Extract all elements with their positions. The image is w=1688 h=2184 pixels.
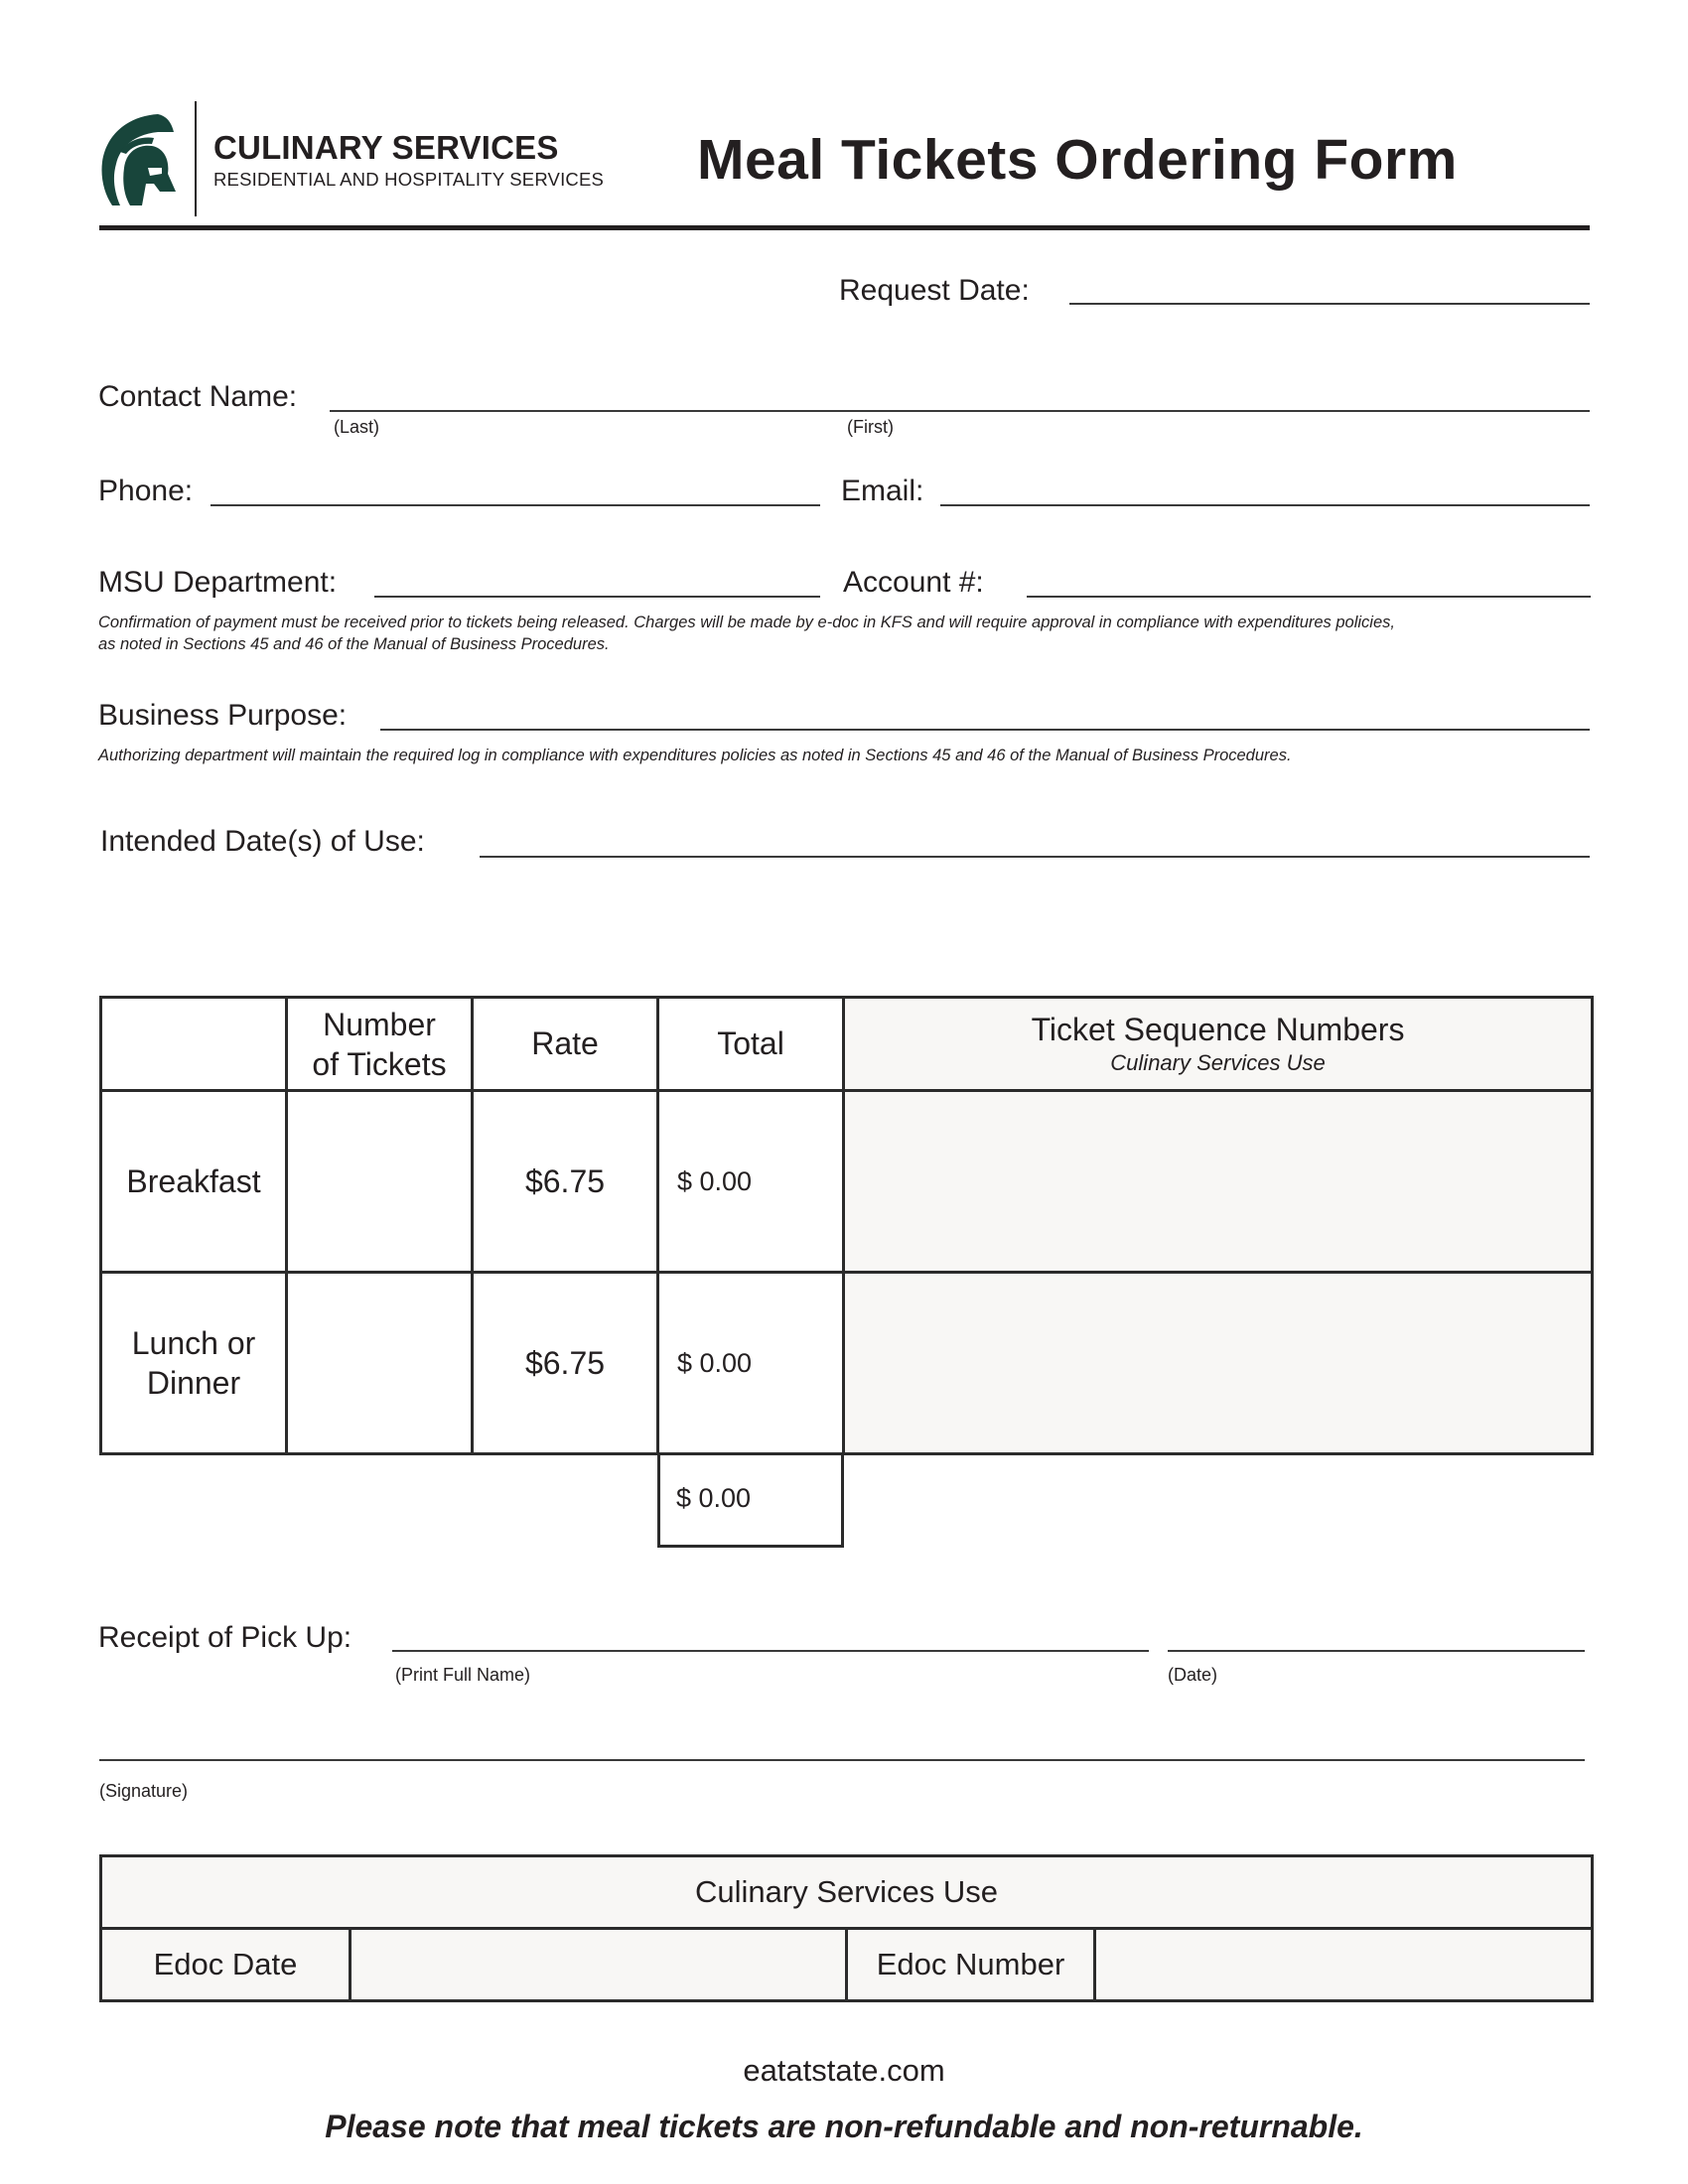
payment-note-line2: as noted in Sections 45 and 46 of the Manual of Business Procedures. <box>98 635 610 653</box>
pickup-date-hint: (Date) <box>1168 1665 1218 1685</box>
edoc-number-label: Edoc Number <box>847 1929 1095 2001</box>
header-number-line2: of Tickets <box>312 1045 447 1082</box>
ticket-sequence-subtitle: Culinary Services Use <box>1110 1050 1326 1075</box>
number-of-tickets-input[interactable] <box>287 1273 473 1454</box>
brand-subtitle: RESIDENTIAL AND HOSPITALITY SERVICES <box>213 169 605 190</box>
header-rule <box>99 225 1590 230</box>
edoc-number-field[interactable] <box>1095 1929 1593 2001</box>
row-total: $ 0.00 <box>658 1273 844 1454</box>
cs-use-title: Culinary Services Use <box>101 1856 1593 1929</box>
business-purpose-label: Business Purpose: <box>98 699 348 732</box>
intended-dates-label: Intended Date(s) of Use: <box>100 825 425 858</box>
phone-label: Phone: <box>98 475 194 507</box>
contact-last-hint: (Last) <box>334 417 380 437</box>
refund-disclaimer: Please note that meal tickets are non-refundable and non-returnable. <box>325 2109 1363 2144</box>
signature-hint: (Signature) <box>99 1781 189 1801</box>
meal-name <box>101 1273 287 1454</box>
contact-first-hint: (First) <box>847 417 894 437</box>
phone-field[interactable] <box>211 504 820 506</box>
header-total: Total <box>658 998 844 1091</box>
msu-department-label: MSU Department: <box>98 566 338 599</box>
business-purpose-note: Authorizing department will maintain the required log in compliance with expenditures policies as noted in Sections 45 and 46 of the Manual of Business Procedures. <box>98 747 1292 764</box>
request-date-field[interactable] <box>1069 303 1590 305</box>
table-row-lunch-dinner <box>101 1273 1593 1454</box>
contact-name-field[interactable] <box>330 410 1590 412</box>
request-date-label: Request Date: <box>839 274 1030 307</box>
business-purpose-field[interactable] <box>380 729 1590 731</box>
edoc-date-field[interactable] <box>351 1929 847 2001</box>
signature-field[interactable] <box>99 1759 1585 1761</box>
header-meal <box>101 998 287 1091</box>
ticket-sequence-cell[interactable] <box>844 1273 1593 1454</box>
header-number-line1: Number <box>323 1006 436 1042</box>
pickup-name-field[interactable] <box>392 1650 1149 1652</box>
row-total: $ 0.00 <box>658 1091 844 1273</box>
email-label: Email: <box>841 475 924 507</box>
pickup-label: Receipt of Pick Up: <box>98 1621 352 1654</box>
intended-dates-field[interactable] <box>480 856 1590 858</box>
rate-value: $6.75 <box>473 1273 658 1454</box>
order-table-header <box>101 998 1593 1091</box>
rate-value: $6.75 <box>473 1091 658 1273</box>
brand-name: CULINARY SERVICES <box>213 129 559 166</box>
msu-department-field[interactable] <box>374 596 820 598</box>
payment-note-line1: Confirmation of payment must be received prior to tickets being released. Charges will be made by e-doc in KFS and will require approval in compliance with expenditures policies, <box>98 614 1395 631</box>
page-title: Meal Tickets Ordering Form <box>697 128 1458 192</box>
header-divider <box>195 101 197 216</box>
contact-name-label: Contact Name: <box>98 380 298 413</box>
pickup-name-hint: (Print Full Name) <box>395 1665 531 1685</box>
order-table <box>99 996 1594 1455</box>
number-of-tickets-input[interactable] <box>287 1091 473 1273</box>
website-link[interactable]: eatatstate.com <box>743 2053 945 2088</box>
meal-name-line1: Lunch or <box>131 1325 256 1361</box>
culinary-services-use-table <box>99 1854 1594 2002</box>
meal-name-line2: Dinner <box>146 1365 241 1401</box>
header-number-of-tickets <box>287 998 473 1091</box>
grand-total: $ 0.00 <box>657 1452 844 1548</box>
table-row-breakfast <box>101 1091 1593 1273</box>
edoc-date-label: Edoc Date <box>101 1929 351 2001</box>
header-rate: Rate <box>473 998 658 1091</box>
pickup-date-field[interactable] <box>1168 1650 1585 1652</box>
meal-name: Breakfast <box>101 1091 287 1273</box>
ticket-sequence-title: Ticket Sequence Numbers <box>1031 1012 1405 1047</box>
account-label: Account #: <box>843 566 984 599</box>
header-ticket-sequence <box>844 998 1593 1091</box>
email-field[interactable] <box>940 504 1590 506</box>
ticket-sequence-cell[interactable] <box>844 1091 1593 1273</box>
account-field[interactable] <box>1027 596 1591 598</box>
spartan-helmet-icon <box>98 112 180 207</box>
